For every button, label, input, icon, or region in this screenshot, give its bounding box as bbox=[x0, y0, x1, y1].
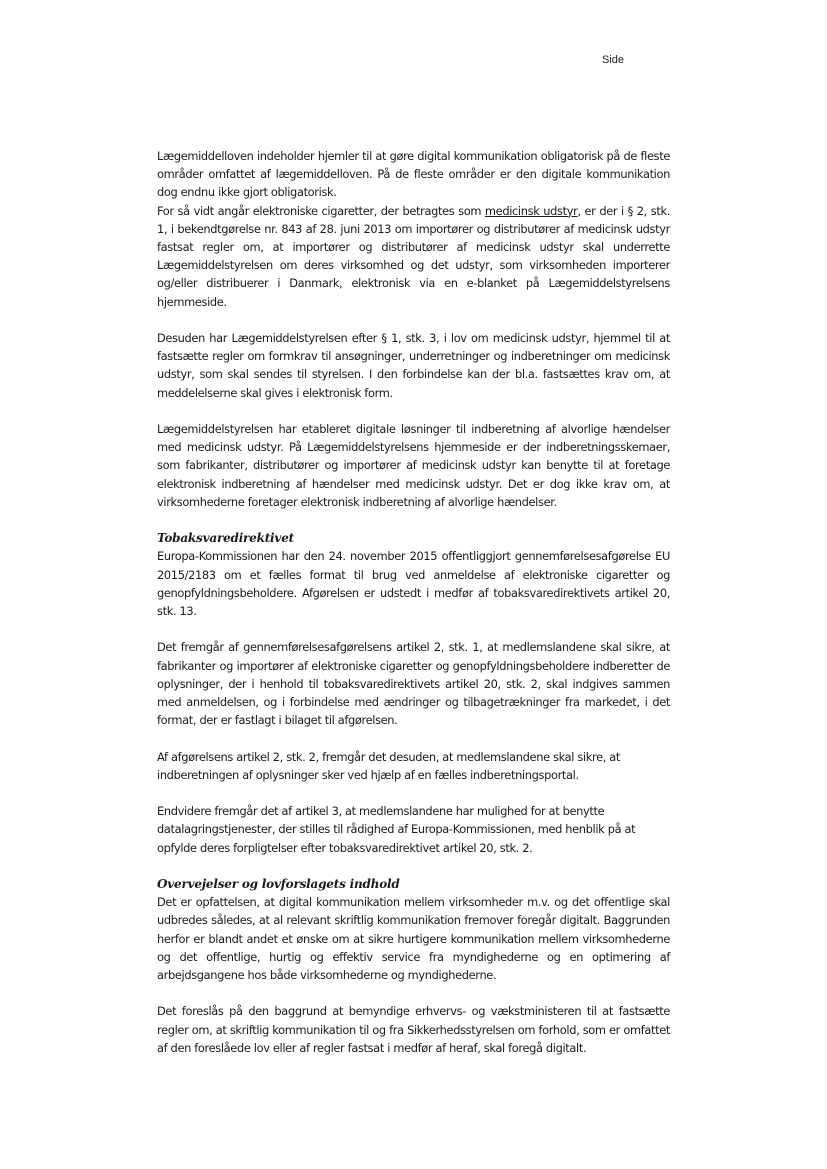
paragraph-article-2-stk-1: Det fremgår af gennemførelsesafgørelsens artikel 2, stk. 1, at medlemslandene skal sikre, at fabrikanter og importører af elektroniske cigaretter og genopfyldningsbeholdere indberetter de oplysninger, der i henhold til tobaksvaredirektivets artikel 20, stk. 2, skal indgives sammen med anmeldelsen, og i forbindelse med ændringer og tilbagetrækninger fra markedet, i det format, der er fastlagt i bilaget til afgørelsen. bbox=[157, 640, 670, 728]
paragraph-electronic-cigarettes bbox=[157, 202, 670, 311]
paragraph-indberetning: Lægemiddelstyrelsen har etableret digitale løsninger til indberetning af alvorlige hændelser med medicinsk udstyr. På Lægemiddelstyrelsens hjemmeside er der indberetningsskemaer, som fabrikanter, distributører og importører af medicinsk udstyr kan benytte til at foretage elektronisk indberetning af hændelser med medicinsk udstyr. Det er dog ikke krav om, at virksomhederne foretager elektronisk indberetning af alvorlige hændelser. bbox=[157, 422, 670, 509]
paragraph-article-2-stk-2: Af afgørelsens artikel 2, stk. 2, fremgår det desuden, at medlemslandene skal sikre, at indberetningen af oplysninger sker ved hjælp af en fælles indberetningsportal. bbox=[157, 749, 621, 782]
paragraph-text-start: For så vidt angår elektroniske cigaretter, der betragtes som bbox=[157, 203, 485, 218]
medicinsk-udstyr-link[interactable]: medicinsk udstyr bbox=[484, 203, 578, 218]
paragraph-commission-decision: Europa-Kommissionen har den 24. november 2015 offentliggjort gennemførelsesafgørelse EU 2015/2183 om et fælles format til brug ved anmeldelse af elektroniske cigaretter og genopfyldningsbeholdere. Afgørelsen er udstedt i medfør af tobaksvaredirektivets artikel 20, stk. 13. bbox=[157, 549, 670, 619]
paragraph-formkrav: Desuden har Lægemiddelstyrelsen efter § 1, stk. 3, i lov om medicinsk udstyr, hjemmel til at fastsætte regler om formkrav til ansøgninger, underretninger og indberetninger om medicinsk udstyr, som skal sendes til styrelsen. I den forbindelse kan der bl.a. fastsættes krav om, at meddelelserne skal gives i elektronisk form. bbox=[157, 331, 670, 400]
section-heading-tobaksvaredirektivet: Tobaksvaredirektivet bbox=[157, 531, 294, 546]
paragraph-text-end: , er der i § 2, stk. 1, i bekendtgørelse nr. 843 af 28. juni 2013 om importører og distributører af medicinsk udstyr fastsat regler om, at importører og distributører af medicinsk udstyr skal underrette Lægemiddelstyrelsen om deres virksomhed og det udstyr, som virksomheden importerer og/eller distribuerer i Danmark, elektronisk via en e-blanket på Lægemiddelstyrelsens hjemmeside. bbox=[157, 203, 670, 309]
document-body bbox=[157, 147, 670, 1057]
paragraph-bemyndigelse: Det foreslås på den baggrund at bemyndige erhvervs- og vækstministeren til at fastsætte regler om, at skriftlig kommunikation til og fra Sikkerhedsstyrelsen om forhold, som er omfattet af den foreslåede lov eller af regler fastsat i medfør af heraf, skal foregå digitalt. bbox=[157, 1004, 670, 1055]
paragraph-opfattelse: Det er opfattelsen, at digital kommunikation mellem virksomheder m.v. og det offentlige skal udbredes således, at al relevant skriftlig kommunikation fremover foregår digitalt. Baggrunden herfor er blandt andet et ønske om at sikre hurtigere kommunikation mellem virksomhederne og det offentlige, hurtig og effektiv service fra myndighederne og en optimering af arbejdsgangene hos både virksomhederne og myndighederne. bbox=[157, 895, 670, 983]
page-number-label: Side bbox=[602, 54, 625, 66]
paragraph-digital-communication: Lægemiddelloven indeholder hjemler til at gøre digital kommunikation obligatorisk på de fleste områder omfattet af lægemiddelloven. På de fleste områder er den digitale kommunikation dog endnu ikke gjort obligatorisk. bbox=[157, 149, 670, 200]
paragraph-article-3: Endvidere fremgår det af artikel 3, at medlemslandene har mulighed for at benytte datalagringstjenester, der stilles til rådighed af Europa-Kommissionen, med henblik på at opfylde deres forpligtelser efter tobaksvaredirektivet artikel 20, stk. 2. bbox=[157, 804, 636, 855]
section-heading-overvejelser: Overvejelser og lovforslagets indhold bbox=[157, 877, 400, 892]
